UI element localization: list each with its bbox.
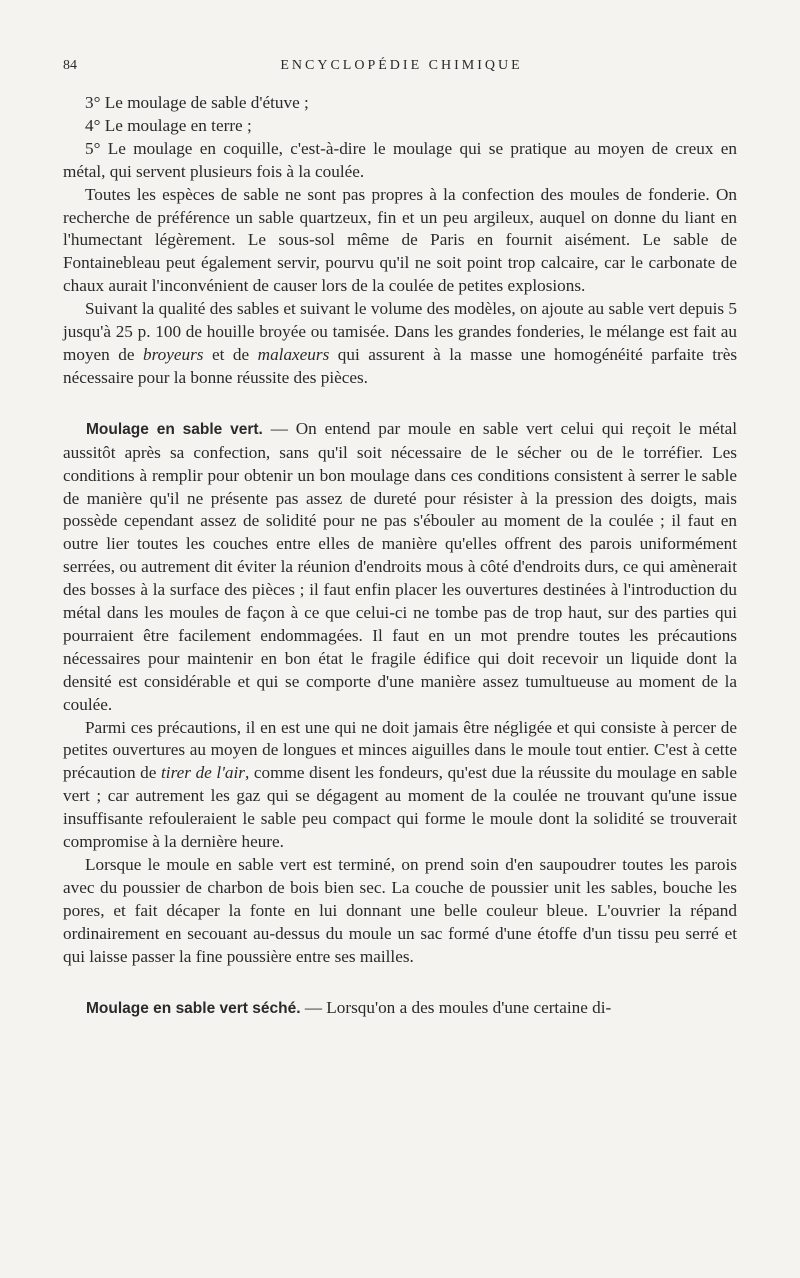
section-dried-green-sand xyxy=(63,997,737,1021)
section-text: — Lorsqu'on a des moules d'une certaine di- xyxy=(304,997,612,1017)
paragraph-text: Suivant la qualité des sables et suivant le volume des modèles, on ajoute au sable vert depuis 5 jusqu'à 25 p. 100 de houille broyée ou tamisée. Dans les grandes fonderies, le mélange est fait au moyen de xyxy=(63,299,737,364)
paragraph-precautions xyxy=(63,717,737,854)
section-green-sand xyxy=(63,418,737,717)
paragraph-text: qui assurent à la masse une homogénéité parfaite très nécessaire pour la bonne réussite des pièces. xyxy=(63,344,738,387)
paragraph-text: , comme disent les fondeurs, qu'est due la réussite du moulage en sable vert ; car autrement les gaz qui se dégagent au moment de la coulée ne trouvant qu'une issue insuffisante refouleraient le sable peu compact qui forme le moule dont la solidité se trouverait compromise à la dernière heure. xyxy=(63,763,738,852)
running-header xyxy=(63,58,740,78)
section-heading: Moulage en sable vert séché. xyxy=(86,999,301,1017)
section-heading: Moulage en sable vert. xyxy=(86,420,263,438)
running-title: ENCYCLOPÉDIE CHIMIQUE xyxy=(280,58,523,73)
list-item-4: 4° Le moulage en terre ; xyxy=(85,115,252,135)
list-item-3: 3° Le moulage de sable d'étuve ; xyxy=(85,93,309,112)
paragraph-sand-mixing xyxy=(63,298,737,390)
list-item-5: 5° Le moulage en coquille, c'est-à-dire le moulage qui se pratique au moyen de creux en métal, qui servent plusieurs fois à la coulée. xyxy=(63,138,737,181)
paragraph-charcoal-dust: Lorsque le moule en sable vert est terminé, on prend soin d'en saupoudrer toutes les parois avec du poussier de charbon de bois bien sec. La couche de poussier unit les sables, bouche les pores, et fait décaper la fonte en lui donnant une belle couleur bleue. L'ouvrier la répand ordinairement en secouant au-dessus du moule un sac formé d'une étoffe d'un tissu peu serré et qui laisse passer la fine poussière entre ses mailles. xyxy=(63,855,737,966)
emphasis-broyeurs: broyeurs xyxy=(143,344,204,364)
body-text xyxy=(63,92,737,1020)
paragraph-text: et de xyxy=(212,344,250,364)
section-text: — On entend par moule en sable vert celui qui reçoit le métal aussitôt après sa confection, sans qu'il soit nécessaire de le sécher ou de le torréfier. Les conditions à remplir pour obtenir un bon moulage dans ces conditions consistent à serrer le sable de manière qu'il ne présente pas assez de dureté pour résister à la pression des doigts, mais possède cependant assez de solidité pour ne pas s'ébouler au moment de la coulée ; il faut en outre lier toutes les couches entre elles de manière qu'elles offrent des parois uniformément serrées, ou autrement dit éviter la réunion d'endroits mous à côté d'endroits durs, ce qui amènerait des bosses à la surface des pièces ; il faut enfin placer les ouvertures destinées à l'introduction du métal dans les moules de façon à ce que celui-ci ne tombe pas de trop haut, sur des parties qui pourraient être facilement endommagées. Il faut en un mot prendre toutes les précautions nécessaires pour maintenir en bon état le fragile édifice qui doit recevoir un liquide dont la densité est considérable et qui se comporte d'une manière assez tumultueuse au moment de la coulée. xyxy=(63,418,738,714)
paragraph-text: Parmi ces précautions, il en est une qui ne doit jamais être négligée et qui consiste à percer de petites ouvertures au moyen de longues et minces aiguilles dans le moule tout entier. C'est à cette précaution de xyxy=(63,717,737,783)
paragraph-sand-types: Toutes les espèces de sable ne sont pas propres à la confection des moules de fonderie. On recherche de préférence un sable quartzeux, fin et un peu argileux, auquel on donne du liant en l'humectant légèrement. Le sous-sol même de Paris en fournit aisément. Le sable de Fontainebleau peut également servir, pourvu qu'il ne soit point trop calcaire, car le carbonate de chaux aurait l'inconvénient de causer lors de la coulée de petites explosions. xyxy=(63,184,737,296)
page-number: 84 xyxy=(63,58,77,73)
emphasis-tirer-de-l-air: tirer de l'air xyxy=(161,763,245,783)
emphasis-malaxeurs: malaxeurs xyxy=(257,344,330,364)
